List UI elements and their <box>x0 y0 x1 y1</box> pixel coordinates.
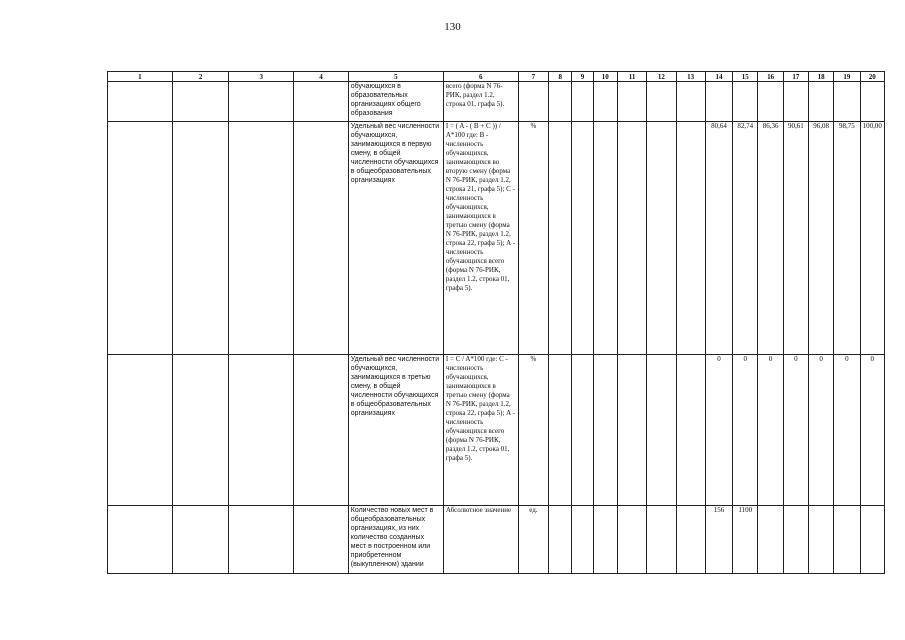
empty-cell <box>647 122 676 355</box>
empty-cell <box>593 122 617 355</box>
empty-cell <box>549 355 572 506</box>
calculation-method-cell: I = C / A*100 где: C - численность обучающихся, занимающихся в третью смену (форма N 76-РИК, раздел 1.2, строка 22, графа 5); A - численность обучающихся всего (форма N 76-РИК, раздел 1.2, строка 01, графа 5). <box>443 355 518 506</box>
unit-cell: % <box>518 355 548 506</box>
value-cell: 80,64 <box>705 122 732 355</box>
empty-cell <box>294 506 349 574</box>
calculation-method-cell: Абсолютное значение <box>443 506 518 574</box>
empty-cell <box>229 506 294 574</box>
empty-cell <box>647 506 676 574</box>
empty-cell <box>549 82 572 122</box>
empty-cell <box>229 82 294 122</box>
column-header: 11 <box>617 72 646 82</box>
value-cell <box>758 506 783 574</box>
empty-cell <box>108 355 173 506</box>
column-header: 4 <box>294 72 349 82</box>
indicator-name-cell: Количество новых мест в общеобразовательных организациях, из них количество созданных мест в построенном или приобретенном (выкупленном) здании <box>348 506 443 574</box>
table-row <box>108 355 885 506</box>
table-row <box>108 82 885 122</box>
calculation-method-cell: всего (форма N 76-РИК, раздел 1.2, строка 01, графа 5). <box>443 82 518 122</box>
value-cell <box>783 82 808 122</box>
value-cell: 0 <box>809 355 834 506</box>
empty-cell <box>294 122 349 355</box>
column-header: 7 <box>518 72 548 82</box>
column-header: 9 <box>572 72 593 82</box>
value-cell <box>834 506 860 574</box>
value-cell: 100,00 <box>860 122 884 355</box>
value-cell: 0 <box>860 355 884 506</box>
empty-cell <box>647 82 676 122</box>
value-cell: 156 <box>705 506 732 574</box>
column-header: 6 <box>443 72 518 82</box>
value-cell: 98,75 <box>834 122 860 355</box>
table-row <box>108 122 885 355</box>
value-cell <box>834 82 860 122</box>
empty-cell <box>294 355 349 506</box>
value-cell <box>860 506 884 574</box>
empty-cell <box>572 82 593 122</box>
empty-cell <box>676 355 705 506</box>
empty-cell <box>676 506 705 574</box>
column-header: 3 <box>229 72 294 82</box>
indicator-name-cell: обучающихся в образовательных организациях общего образования <box>348 82 443 122</box>
indicator-name-cell: Удельный вес численности обучающихся, занимающихся в третью смену, в общей численности обучающихся в общеобразовательных организациях <box>348 355 443 506</box>
empty-cell <box>229 355 294 506</box>
value-cell <box>809 506 834 574</box>
value-cell: 0 <box>733 355 758 506</box>
column-header: 2 <box>172 72 229 82</box>
value-cell: 0 <box>834 355 860 506</box>
page-number: 130 <box>444 21 461 33</box>
value-cell: 86,36 <box>758 122 783 355</box>
empty-cell <box>676 122 705 355</box>
empty-cell <box>108 82 173 122</box>
empty-cell <box>617 355 646 506</box>
empty-cell <box>172 355 229 506</box>
value-cell <box>705 82 732 122</box>
empty-cell <box>172 506 229 574</box>
column-header: 17 <box>783 72 808 82</box>
unit-cell <box>518 82 548 122</box>
empty-cell <box>172 122 229 355</box>
empty-cell <box>617 506 646 574</box>
value-cell <box>783 506 808 574</box>
empty-cell <box>593 82 617 122</box>
empty-cell <box>108 506 173 574</box>
column-header: 20 <box>860 72 884 82</box>
column-header: 10 <box>593 72 617 82</box>
empty-cell <box>617 82 646 122</box>
empty-cell <box>572 355 593 506</box>
value-cell: 0 <box>783 355 808 506</box>
empty-cell <box>294 82 349 122</box>
value-cell: 96,08 <box>809 122 834 355</box>
empty-cell <box>593 355 617 506</box>
column-header: 18 <box>809 72 834 82</box>
column-header: 13 <box>676 72 705 82</box>
column-header: 16 <box>758 72 783 82</box>
value-cell <box>809 82 834 122</box>
column-header: 19 <box>834 72 860 82</box>
empty-cell <box>572 506 593 574</box>
value-cell: 82,74 <box>733 122 758 355</box>
value-cell: 0 <box>705 355 732 506</box>
unit-cell: ед. <box>518 506 548 574</box>
unit-cell: % <box>518 122 548 355</box>
column-header: 12 <box>647 72 676 82</box>
header-row <box>108 72 885 82</box>
empty-cell <box>676 82 705 122</box>
indicators-table <box>107 71 885 574</box>
empty-cell <box>549 506 572 574</box>
column-header: 15 <box>733 72 758 82</box>
column-header: 8 <box>549 72 572 82</box>
column-header: 14 <box>705 72 732 82</box>
empty-cell <box>108 122 173 355</box>
empty-cell <box>172 82 229 122</box>
table-row <box>108 506 885 574</box>
value-cell <box>733 82 758 122</box>
value-cell: 1100 <box>733 506 758 574</box>
column-header: 1 <box>108 72 173 82</box>
empty-cell <box>617 122 646 355</box>
empty-cell <box>229 122 294 355</box>
value-cell <box>860 82 884 122</box>
indicator-name-cell: Удельный вес численности обучающихся, занимающихся в первую смену, в общей численности обучающихся в общеобразовательных организациях <box>348 122 443 355</box>
value-cell: 0 <box>758 355 783 506</box>
empty-cell <box>549 122 572 355</box>
empty-cell <box>647 355 676 506</box>
value-cell: 90,61 <box>783 122 808 355</box>
value-cell <box>758 82 783 122</box>
column-header: 5 <box>348 72 443 82</box>
calculation-method-cell: I = ( A - ( B + C )) / A*100 где: B - численность обучающихся, занимающихся во вторую смену (форма N 76-РИК, раздел 1.2, строка 21, графа 5); C - численность обучающихся, занимающихся в третью смену (форма N 76-РИК, раздел 1.2, строка 22, графа 5); A - численность обучающихся всего (форма N 76-РИК, раздел 1.2, строка 01, графа 5). <box>443 122 518 355</box>
empty-cell <box>593 506 617 574</box>
empty-cell <box>572 122 593 355</box>
